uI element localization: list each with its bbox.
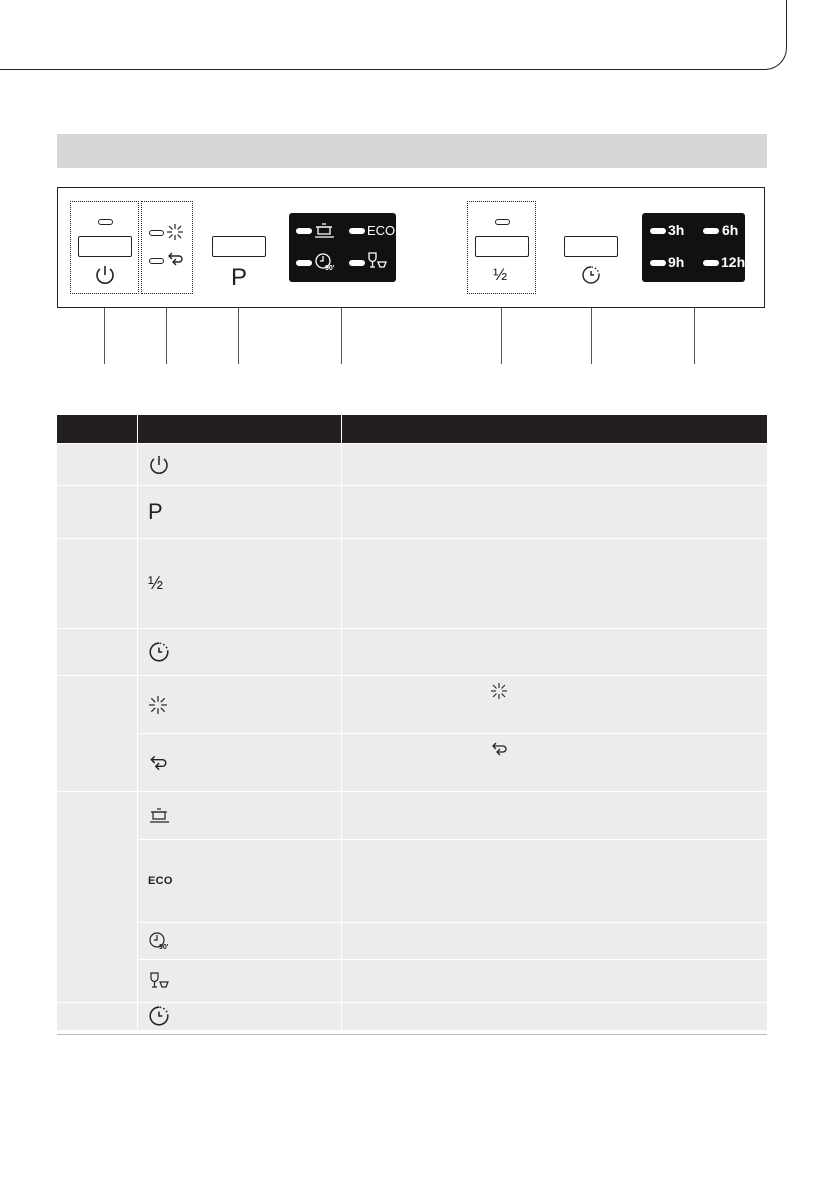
table-cell-text: [342, 629, 768, 676]
eco-label: ECO: [148, 874, 173, 887]
delay-3h-led: [650, 228, 666, 234]
intensive-pot-icon: [148, 806, 172, 826]
rinse-aid-icon: [166, 223, 184, 241]
salt-icon: [490, 740, 508, 758]
rinse-aid-icon: [148, 695, 168, 715]
table-cell-text: [342, 840, 768, 923]
delay-9h-led: [650, 260, 666, 266]
table-row: [57, 734, 767, 792]
table-cell-text: [342, 539, 768, 629]
table-row: [57, 486, 767, 539]
half-load-icon: ½: [148, 573, 164, 593]
table-header-row: [57, 415, 767, 444]
delay-12h-label: 12h: [721, 254, 746, 270]
table-row: [57, 960, 767, 1003]
page-border: [0, 0, 787, 70]
delay-button[interactable]: [564, 236, 618, 257]
callout-line-7: [694, 308, 695, 364]
table-row: [57, 1003, 767, 1030]
delay-6h-led: [703, 228, 719, 234]
eco-indicator-label: ECO: [367, 223, 396, 238]
svg-text:90': 90': [325, 265, 335, 272]
control-panel: [57, 187, 765, 308]
salt-led: [149, 258, 164, 264]
power-icon: [148, 454, 170, 476]
callout-line-1: [104, 308, 105, 364]
delay-3h-label: 3h: [668, 222, 685, 238]
callout-line-3: [238, 308, 239, 364]
table-cell-text: [342, 444, 768, 486]
half-load-button[interactable]: [475, 236, 529, 257]
glass-led: [349, 260, 365, 266]
table-row: [57, 539, 767, 629]
delay-6h-label: 6h: [722, 222, 739, 238]
delay-timer-icon: [581, 265, 601, 285]
callout-line-6: [591, 308, 592, 364]
delay-12h-led: [703, 260, 719, 266]
glass-icon: [148, 971, 172, 991]
callout-line-4: [341, 308, 342, 364]
rinse-aid-icon: [490, 682, 508, 700]
warning-indicators-group: [141, 201, 193, 294]
table-row: [57, 923, 767, 960]
table-header: [342, 415, 768, 444]
half-load-led: [495, 219, 510, 225]
table-cell-text: [342, 960, 768, 1003]
quick-led: [296, 260, 312, 266]
table-cell-text: [342, 1003, 768, 1030]
salt-icon: [148, 753, 168, 773]
salt-icon: [166, 250, 184, 268]
half-load-label: ½: [493, 265, 508, 284]
power-icon: [94, 264, 116, 286]
intensive-pot-icon: [314, 221, 336, 241]
program-button[interactable]: [212, 236, 266, 257]
delay-timer-icon: [148, 641, 170, 663]
table-row: [57, 676, 767, 734]
table-header: [57, 415, 138, 444]
program-p-icon: P: [148, 499, 163, 524]
eco-led: [349, 228, 365, 234]
delay-timer-icon: [148, 1005, 170, 1027]
table-row: [57, 444, 767, 486]
table-row: [57, 792, 767, 840]
callout-line-5: [501, 308, 502, 364]
power-led: [98, 219, 113, 225]
svg-text:90': 90': [159, 944, 169, 951]
table-header: [138, 415, 342, 444]
table-cell-text: [342, 923, 768, 960]
function-table: [57, 415, 767, 1030]
quick-90-icon: [148, 930, 172, 952]
quick-90-icon: [314, 251, 338, 273]
power-button[interactable]: [78, 236, 132, 257]
table-row: [57, 629, 767, 676]
intensive-led: [296, 228, 312, 234]
program-button-label: P: [231, 264, 248, 291]
table-bottom-rule: [57, 1034, 767, 1035]
section-header-bar: [57, 134, 767, 168]
table-row: [57, 840, 767, 923]
rinse-aid-led: [149, 230, 164, 236]
glass-icon: [367, 251, 389, 271]
table-cell-text: [342, 486, 768, 539]
table-cell-text: [342, 792, 768, 840]
callout-line-2: [166, 308, 167, 364]
delay-9h-label: 9h: [668, 254, 685, 270]
